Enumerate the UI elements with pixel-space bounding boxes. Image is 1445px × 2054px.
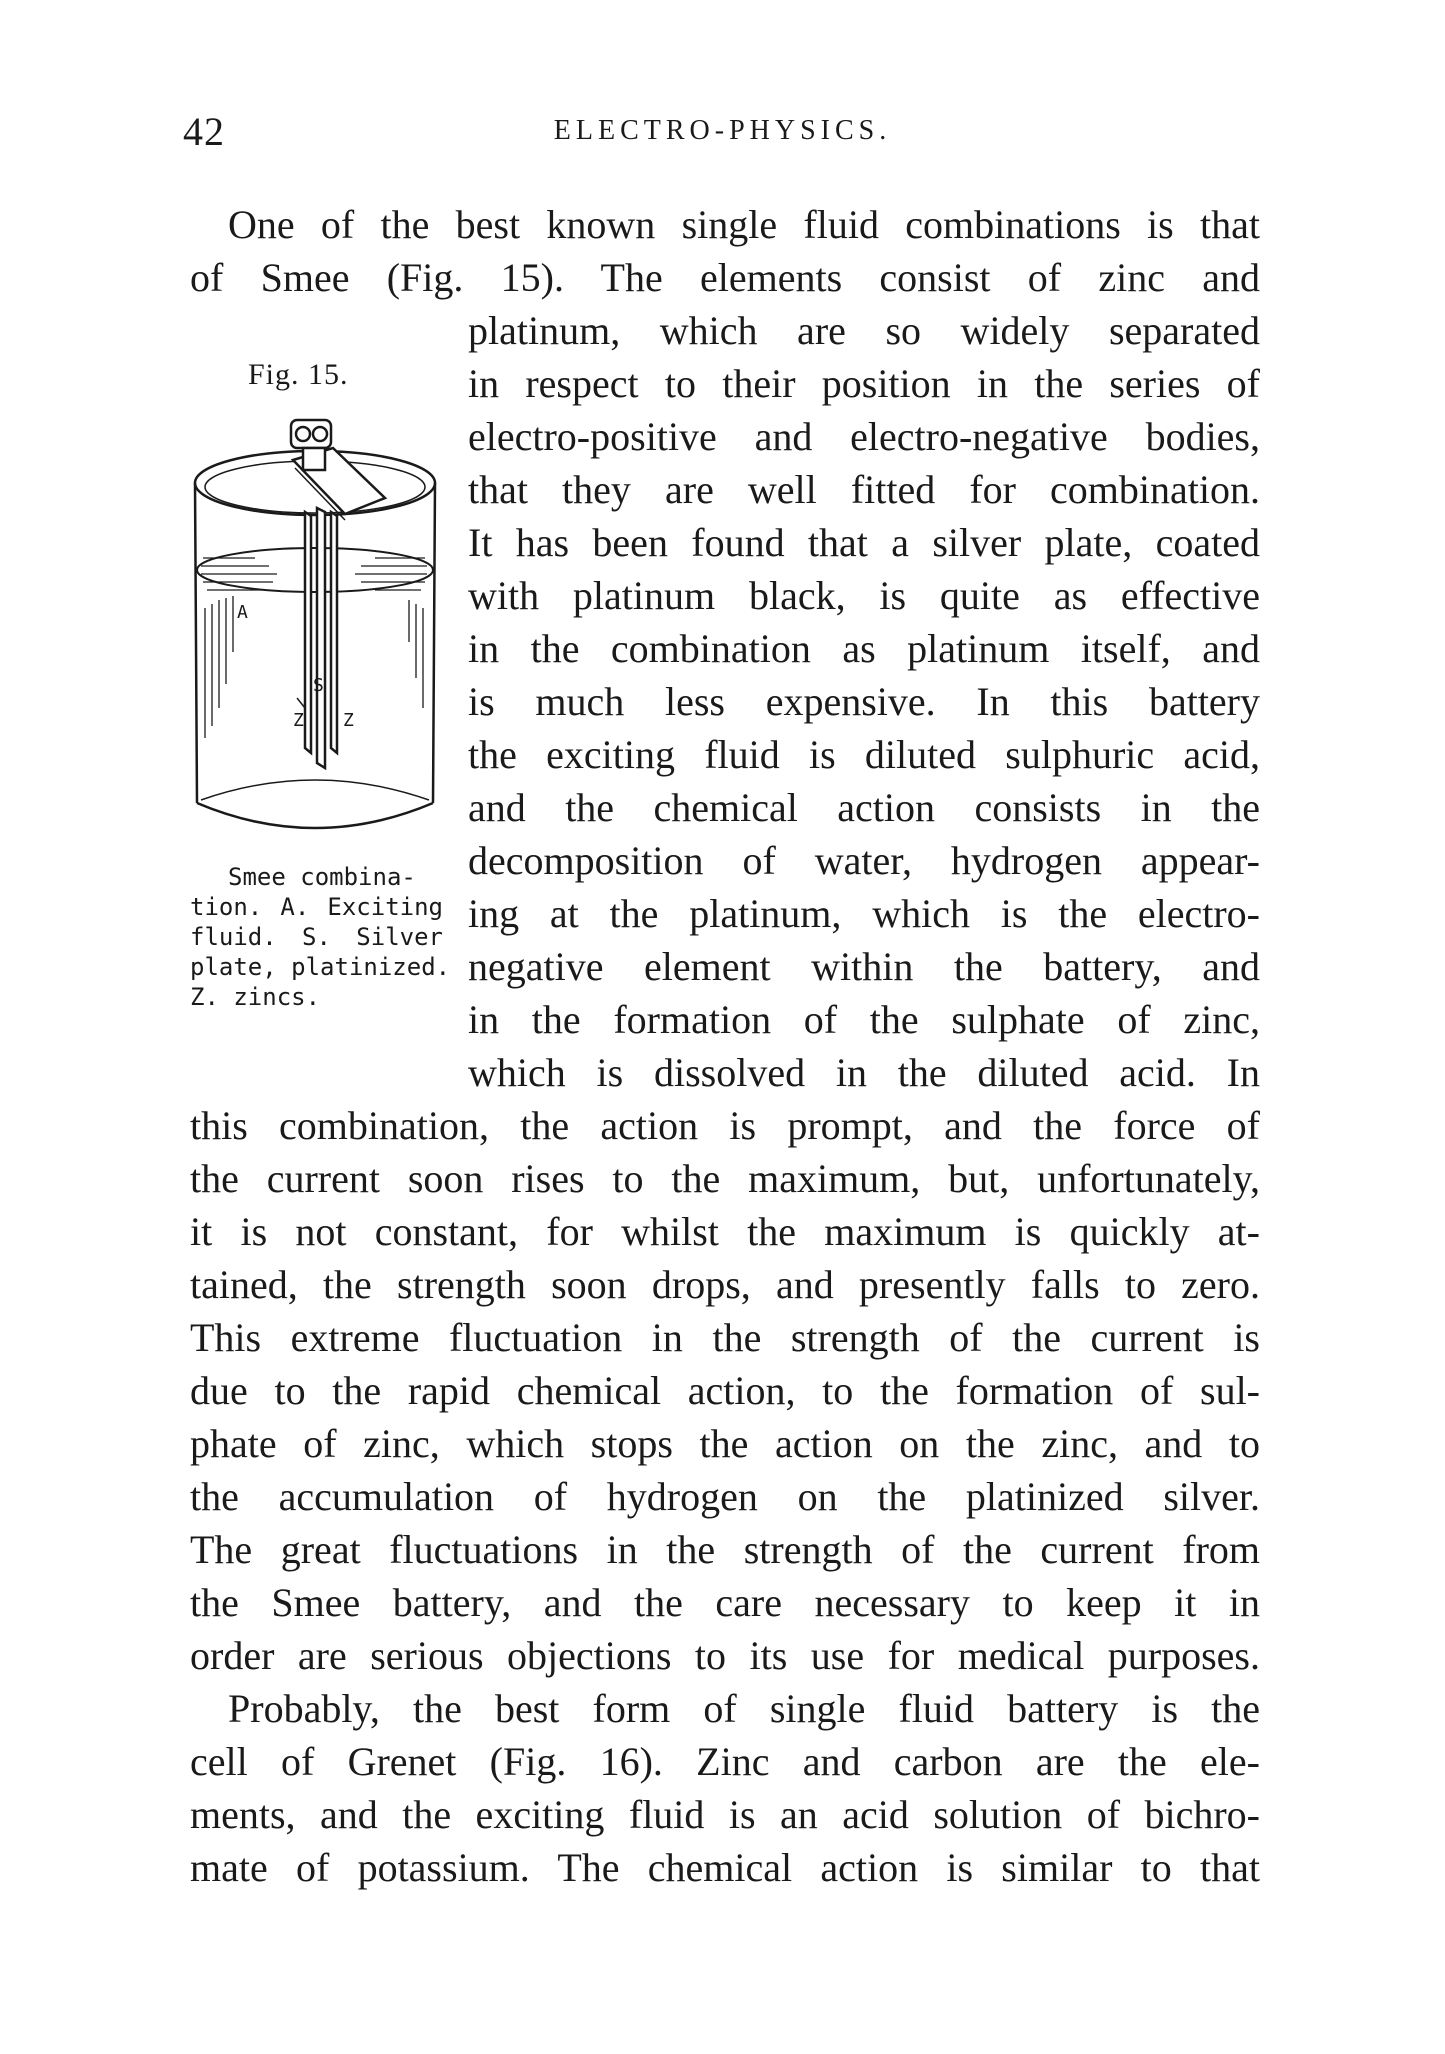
silver-plate: [317, 508, 325, 768]
body-line: electro-positive and electro-negative bodies,: [468, 414, 1260, 459]
marker-a: A: [237, 602, 248, 623]
body-line: due to the rapid chemical action, to the formation of sul-: [190, 1368, 1260, 1413]
liquid-surface: [197, 548, 433, 592]
body-line: in the formation of the sulphate of zinc,: [468, 997, 1260, 1042]
running-title: ELECTRO-PHYSICS.: [553, 115, 892, 146]
body-line: ments, and the exciting fluid is an acid solution of bichro-: [190, 1792, 1260, 1837]
body-line: the exciting fluid is diluted sulphuric acid,: [468, 732, 1260, 777]
figure-caption-line: Smee combina-: [228, 863, 416, 891]
body-line: in respect to their position in the series of: [468, 361, 1260, 406]
body-line: The great fluctuations in the strength of the current from: [190, 1527, 1260, 1572]
body-line: and the chemical action consists in the: [468, 785, 1260, 830]
figure-caption-line: Z. zincs.: [190, 983, 321, 1011]
zinc-plate-right: [331, 512, 337, 753]
body-line: this combination, the action is prompt, and the force of: [190, 1103, 1260, 1148]
jar-bottom-front: [197, 803, 433, 828]
body-line: it is not constant, for whilst the maximum is quickly at-: [190, 1209, 1260, 1254]
body-line: decomposition of water, hydrogen appear-: [468, 838, 1260, 883]
body-line: the Smee battery, and the care necessary to keep it in: [190, 1580, 1260, 1625]
figure-caption-line: fluid. S. Silver: [190, 923, 443, 951]
figure-label: Fig. 15.: [248, 358, 349, 391]
body-line: mate of potassium. The chemical action is similar to that: [190, 1845, 1260, 1890]
body-line: phate of zinc, which stops the action on the zinc, and to: [190, 1421, 1260, 1466]
body-line: negative element within the battery, and: [468, 944, 1260, 989]
body-line: order are serious objections to its use for medical purposes.: [190, 1633, 1260, 1678]
smee-battery-illustration: [185, 408, 447, 852]
body-line: of Smee (Fig. 15). The elements consist of zinc and: [190, 255, 1260, 300]
body-line: cell of Grenet (Fig. 16). Zinc and carbon are the ele-: [190, 1739, 1260, 1784]
jar-right-wall: [433, 483, 435, 803]
body-line: Probably, the best form of single fluid battery is the: [228, 1686, 1260, 1731]
body-line: ing at the platinum, which is the electro-: [468, 891, 1260, 936]
body-line: the accumulation of hydrogen on the platinized silver.: [190, 1474, 1260, 1519]
body-line: with platinum black, is quite as effective: [468, 573, 1260, 618]
jar-bottom-back: [201, 780, 429, 800]
body-line: tained, the strength soon drops, and presently falls to zero.: [190, 1262, 1260, 1307]
body-line: This extreme fluctuation in the strength of the current is: [190, 1315, 1260, 1360]
body-line: that they are well fitted for combination.: [468, 467, 1260, 512]
jar-left-wall: [195, 483, 197, 803]
body-line: the current soon rises to the maximum, but, unfortunately,: [190, 1156, 1260, 1201]
marker-z-right: Z: [343, 710, 354, 731]
body-line: It has been found that a silver plate, coated: [468, 520, 1260, 565]
figure-caption-line: tion. A. Exciting: [190, 893, 443, 921]
body-line: One of the best known single fluid combinations is that: [228, 202, 1260, 247]
marker-s: S: [313, 675, 324, 696]
figure-caption-line: plate, platinized.: [190, 953, 451, 981]
body-line: which is dissolved in the diluted acid. In: [468, 1050, 1260, 1095]
zinc-plate-left: [305, 512, 311, 753]
body-line: in the combination as platinum itself, and: [468, 626, 1260, 671]
marker-z-left: Z: [293, 710, 304, 731]
page-number: 42: [183, 109, 225, 154]
body-line: platinum, which are so widely separated: [468, 308, 1260, 353]
body-line: is much less expensive. In this battery: [468, 679, 1260, 724]
